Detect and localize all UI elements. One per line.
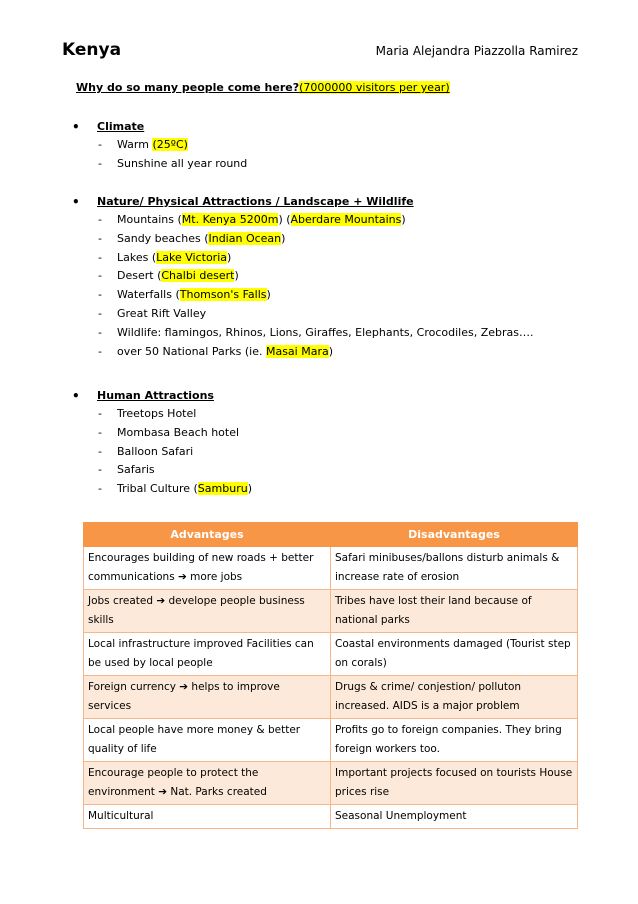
highlighted-text: Aberdare Mountains bbox=[290, 213, 402, 226]
section-heading bbox=[72, 193, 533, 211]
list-item bbox=[72, 155, 247, 174]
item-text: Desert ( bbox=[117, 269, 162, 283]
section-heading bbox=[72, 387, 252, 405]
highlighted-text: Mt. Kenya 5200m bbox=[181, 213, 279, 226]
dash-marker: - bbox=[98, 407, 102, 420]
list-item bbox=[72, 136, 247, 155]
bullet-icon: • bbox=[72, 389, 80, 403]
item-text: Wildlife: flamingos, Rhinos, Lions, Giraffes, Elephants, Crocodiles, Zebras…. bbox=[117, 325, 534, 339]
dash-marker: - bbox=[98, 288, 102, 302]
item-text: Mountains ( bbox=[117, 213, 182, 226]
item-text: Great Rift Valley bbox=[117, 306, 207, 320]
section-items bbox=[72, 136, 247, 174]
advantage-cell: Multicultural bbox=[84, 805, 331, 829]
dash-marker: - bbox=[98, 425, 102, 439]
table-header-row bbox=[84, 523, 578, 547]
item-text: ) bbox=[281, 231, 286, 245]
item-text: ) bbox=[328, 344, 334, 358]
bullet-icon: • bbox=[72, 195, 80, 209]
dash-marker: - bbox=[98, 444, 102, 458]
table-row bbox=[84, 719, 578, 762]
table-row bbox=[84, 762, 578, 805]
section-heading-text: Climate bbox=[97, 120, 145, 133]
list-item bbox=[72, 480, 252, 499]
section-heading bbox=[72, 118, 247, 136]
table-body bbox=[84, 547, 578, 829]
highlighted-text: Thomson's Falls bbox=[179, 288, 267, 302]
item-text: Balloon Safari bbox=[117, 444, 194, 458]
dash-marker: - bbox=[98, 231, 102, 245]
table-row bbox=[84, 805, 578, 829]
author-name: Maria Alejandra Piazzolla Ramirez bbox=[375, 44, 578, 58]
list-item bbox=[72, 461, 252, 480]
dash-marker: - bbox=[98, 482, 102, 496]
item-text: Tribal Culture ( bbox=[117, 482, 198, 496]
highlighted-text: Masai Mara bbox=[265, 344, 329, 358]
table-row bbox=[84, 676, 578, 719]
section-nature bbox=[72, 193, 533, 361]
dash-marker: - bbox=[98, 138, 102, 151]
disadvantage-cell: Seasonal Unemployment bbox=[331, 805, 578, 829]
advantage-cell: Jobs created ➔ develope people business skills bbox=[84, 590, 331, 633]
item-text: Safaris bbox=[117, 463, 155, 477]
dash-marker: - bbox=[98, 269, 102, 283]
list-item bbox=[72, 267, 533, 286]
item-text: ) bbox=[266, 288, 271, 302]
item-text: Lakes ( bbox=[117, 250, 157, 264]
bullet-icon: • bbox=[72, 120, 80, 134]
disadvantage-cell: Safari minibuses/ballons disturb animals & increase rate of erosion bbox=[331, 547, 578, 590]
dash-marker: - bbox=[98, 213, 102, 226]
list-item bbox=[72, 230, 533, 249]
advantage-cell: Local people have more money & better quality of life bbox=[84, 719, 331, 762]
item-text: Sunshine all year round bbox=[117, 156, 248, 170]
item-text: Warm bbox=[117, 138, 153, 151]
disadvantages-header: Disadvantages bbox=[331, 523, 578, 547]
disadvantage-cell: Profits go to foreign companies. They bring foreign workers too. bbox=[331, 719, 578, 762]
dash-marker: - bbox=[98, 156, 102, 170]
table-row bbox=[84, 547, 578, 590]
advantage-cell: Foreign currency ➔ helps to improve services bbox=[84, 676, 331, 719]
item-text: ) bbox=[234, 269, 239, 283]
dash-marker: - bbox=[98, 306, 102, 320]
item-text: ) ( bbox=[278, 213, 291, 226]
list-item bbox=[72, 405, 252, 424]
list-item bbox=[72, 249, 533, 268]
section-heading-text: Nature/ Physical Attractions / Landscape + Wildlife bbox=[97, 195, 414, 208]
visitors-count: (7000000 visitors per year) bbox=[299, 81, 450, 94]
table-row bbox=[84, 633, 578, 676]
item-text: ) bbox=[227, 250, 232, 264]
item-text: Waterfalls ( bbox=[117, 288, 180, 302]
list-item bbox=[72, 305, 533, 324]
highlighted-text: (25ºC) bbox=[152, 138, 188, 151]
advantages-header: Advantages bbox=[84, 523, 331, 547]
list-item bbox=[72, 443, 252, 462]
advantage-cell: Encourages building of new roads + better communications ➔ more jobs bbox=[84, 547, 331, 590]
disadvantage-cell: Important projects focused on tourists House prices rise bbox=[331, 762, 578, 805]
advantage-cell: Local infrastructure improved Facilities can be used by local people bbox=[84, 633, 331, 676]
item-text: Sandy beaches ( bbox=[117, 231, 209, 245]
highlighted-text: Samburu bbox=[197, 482, 248, 496]
dash-marker: - bbox=[98, 344, 102, 358]
highlighted-text: Indian Ocean bbox=[208, 231, 282, 245]
item-text: Mombasa Beach hotel bbox=[117, 425, 240, 439]
disadvantage-cell: Tribes have lost their land because of national parks bbox=[331, 590, 578, 633]
list-item bbox=[72, 324, 533, 343]
section-climate bbox=[72, 118, 247, 174]
question-heading bbox=[76, 81, 450, 94]
table-row bbox=[84, 590, 578, 633]
dash-marker: - bbox=[98, 250, 102, 264]
list-item bbox=[72, 343, 533, 362]
section-heading-text: Human Attractions bbox=[97, 389, 214, 402]
list-item bbox=[72, 424, 252, 443]
section-items bbox=[72, 211, 533, 361]
item-text: ) bbox=[247, 482, 252, 496]
question-text: Why do so many people come here? bbox=[76, 81, 300, 94]
list-item bbox=[72, 286, 533, 305]
item-text: over 50 National Parks (ie. bbox=[117, 344, 266, 358]
document-title: Kenya bbox=[62, 40, 122, 60]
section-items bbox=[72, 405, 252, 499]
item-text: Treetops Hotel bbox=[117, 407, 197, 420]
advantages-table bbox=[83, 522, 578, 829]
section-human bbox=[72, 387, 252, 499]
highlighted-text: Lake Victoria bbox=[156, 250, 228, 264]
dash-marker: - bbox=[98, 325, 102, 339]
item-text: ) bbox=[401, 213, 406, 226]
highlighted-text: Chalbi desert bbox=[161, 269, 235, 283]
advantage-cell: Encourage people to protect the environment ➔ Nat. Parks created bbox=[84, 762, 331, 805]
dash-marker: - bbox=[98, 463, 102, 477]
disadvantage-cell: Coastal environments damaged (Tourist step on corals) bbox=[331, 633, 578, 676]
list-item bbox=[72, 211, 533, 230]
disadvantage-cell: Drugs & crime/ conjestion/ polluton increased. AIDS is a major problem bbox=[331, 676, 578, 719]
